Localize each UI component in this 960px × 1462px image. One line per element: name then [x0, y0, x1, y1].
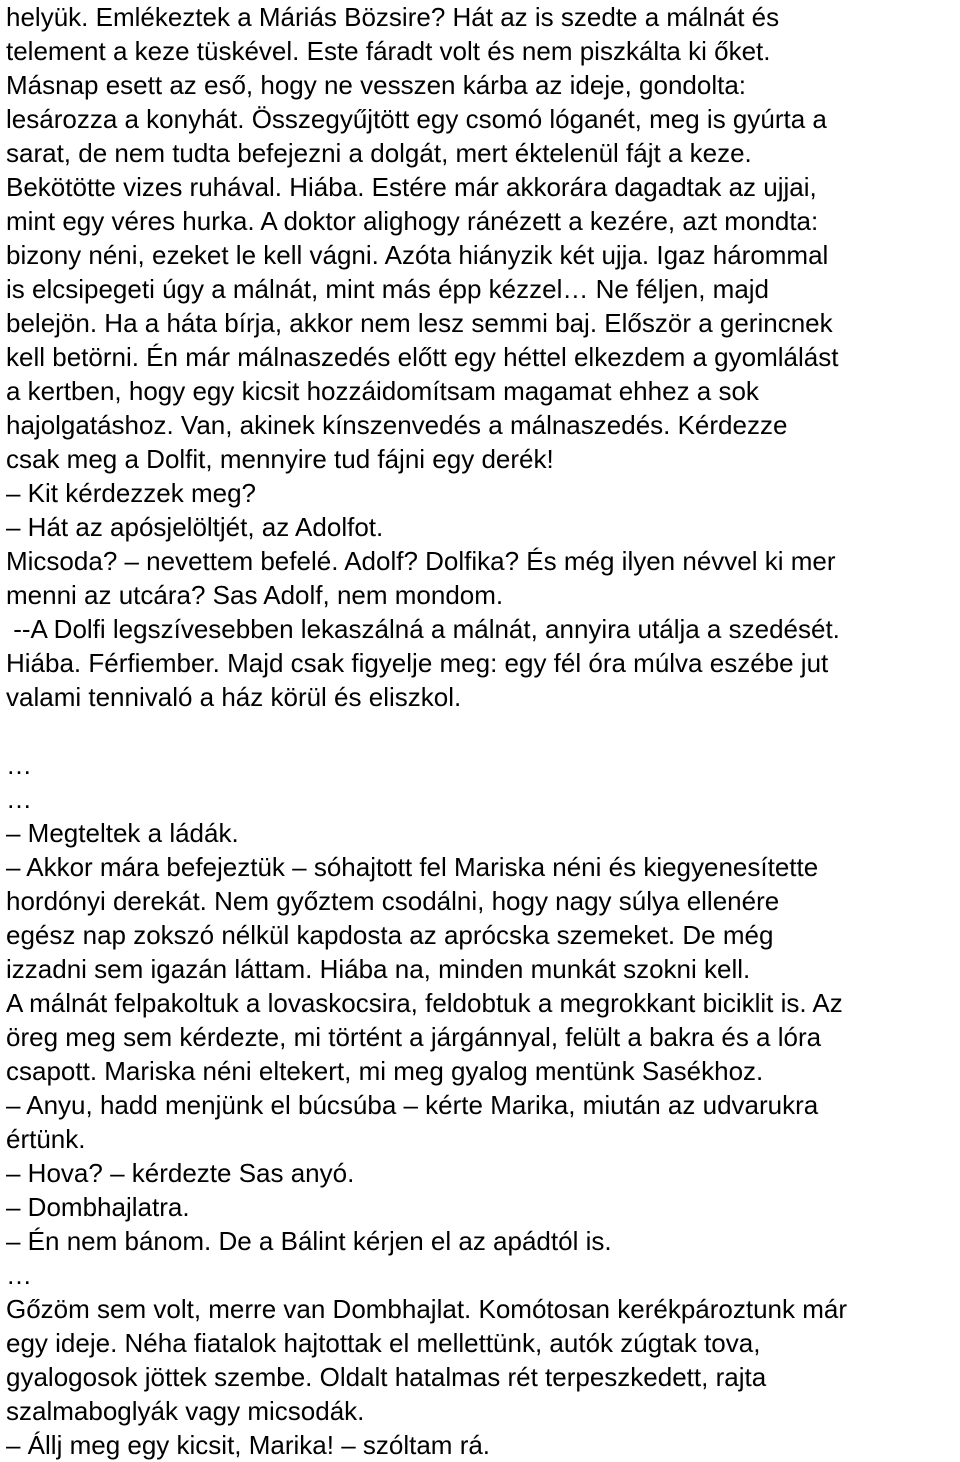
text-line: menni az utcára? Sas Adolf, nem mondom.	[6, 580, 504, 610]
text-line: öreg meg sem kérdezte, mi történt a járgánnyal, felült a bakra és a lóra	[6, 1022, 822, 1052]
text-line: – Én nem bánom. De a Bálint kérjen el az apádtól is.	[6, 1226, 612, 1256]
text-line: …	[6, 784, 32, 814]
text-line: – Hát az apósjelöltjét, az Adolfot.	[6, 512, 384, 542]
text-line: – Megteltek a ládák.	[6, 818, 239, 848]
text-line: szalmaboglyák vagy micsodák.	[6, 1396, 365, 1426]
text-line: bizony néni, ezeket le kell vágni. Azóta hiányzik két ujja. Igaz hárommal	[6, 240, 829, 270]
text-line: mint egy véres hurka. A doktor alighogy ránézett a kezére, azt mondta:	[6, 206, 819, 236]
text-line: …	[6, 1260, 32, 1290]
text-line: – Állj meg egy kicsit, Marika! – szóltam rá.	[6, 1430, 491, 1460]
text-line: …	[6, 750, 32, 780]
text-line: Bekötötte vizes ruhával. Hiába. Estére már akkorára dagadtak az ujjai,	[6, 172, 817, 202]
text-line: gyalogosok jöttek szembe. Oldalt hatalmas rét terpeszkedett, rajta	[6, 1362, 767, 1392]
text-line: Másnap esett az eső, hogy ne vesszen kárba az ideje, gondolta:	[6, 70, 747, 100]
text-line: valami tennivaló a ház körül és eliszkol.	[6, 682, 462, 712]
text-line: – Hova? – kérdezte Sas anyó.	[6, 1158, 355, 1188]
text-line: – Kit kérdezzek meg?	[6, 478, 257, 508]
text-line: Hiába. Férfiember. Majd csak figyelje meg: egy fél óra múlva eszébe jut	[6, 648, 829, 678]
text-line: sarat, de nem tudta befejezni a dolgát, mert éktelenül fájt a keze.	[6, 138, 752, 168]
text-line: csak meg a Dolfit, mennyire tud fájni egy derék!	[6, 444, 554, 474]
text-line: – Anyu, hadd menjünk el búcsúba – kérte Marika, miután az udvarukra	[6, 1090, 819, 1120]
text-line: egy ideje. Néha fiatalok hajtottak el mellettünk, autók zúgtak tova,	[6, 1328, 761, 1358]
text-line: is elcsipegeti úgy a málnát, mint más épp kézzel… Ne féljen, majd	[6, 274, 770, 304]
text-line: értünk.	[6, 1124, 86, 1154]
text-line: a kertben, hogy egy kicsit hozzáidomítsam magamat ehhez a sok	[6, 376, 759, 406]
text-line: hajolgatáshoz. Van, akinek kínszenvedés a málnaszedés. Kérdezze	[6, 410, 788, 440]
text-line: telement a keze tüskével. Este fáradt volt és nem piszkálta ki őket.	[6, 36, 771, 66]
text-line: belejön. Ha a háta bírja, akkor nem lesz semmi baj. Először a gerincnek	[6, 308, 833, 338]
text-line: egész nap zokszó nélkül kapdosta az aprócska szemeket. De még	[6, 920, 774, 950]
text-line: izzadni sem igazán láttam. Hiába na, minden munkát szokni kell.	[6, 954, 751, 984]
text-line: – Akkor mára befejeztük – sóhajtott fel Mariska néni és kiegyenesítette	[6, 852, 819, 882]
text-line: hordónyi derekát. Nem győztem csodálni, hogy nagy súlya ellenére	[6, 886, 780, 916]
text-line: kell betörni. Én már málnaszedés előtt egy héttel elkezdem a gyomlálást	[6, 342, 839, 372]
text-line: Gőzöm sem volt, merre van Dombhajlat. Komótosan kerékpároztunk már	[6, 1294, 848, 1324]
text-line: – Dombhajlatra.	[6, 1192, 190, 1222]
text-line: Micsoda? – nevettem befelé. Adolf? Dolfika? És még ilyen névvel ki mer	[6, 546, 836, 576]
text-line: csapott. Mariska néni eltekert, mi meg gyalog mentünk Sasékhoz.	[6, 1056, 764, 1086]
text-line: A málnát felpakoltuk a lovaskocsira, feldobtuk a megrokkant biciklit is. Az	[6, 988, 843, 1018]
text-line: --A Dolfi legszívesebben lekaszálná a málnát, annyira utálja a szedését.	[6, 614, 840, 644]
text-line: lesározza a konyhát. Összegyűjtött egy csomó lóganét, meg is gyúrta a	[6, 104, 827, 134]
text-line: helyük. Emlékeztek a Máriás Bözsire? Hát az is szedte a málnát és	[6, 2, 780, 32]
